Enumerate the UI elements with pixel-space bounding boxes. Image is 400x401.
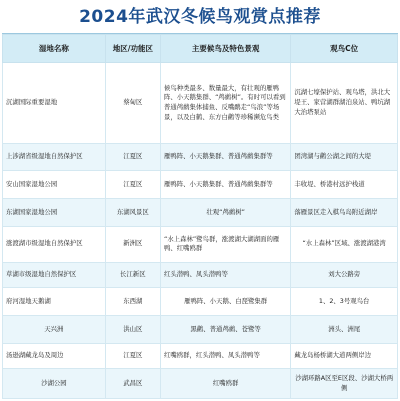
table-row [3,171,398,199]
wetland-name-cell: 沉湖国际重要湿地 [3,63,106,144]
spot-cell: 沉湖七壕保护站、观鸟塔，洪北大堤王、家营湖群湖泊泉站、鸭坑湖大治塔泵站 [291,63,398,144]
spot-cell: 1、2、3号观鸟台 [291,288,398,316]
header-birds-and-scenery: 主要候鸟及特色景观 [160,35,290,63]
district-cell: 东西湖 [105,288,160,316]
district-cell: 长江新区 [105,262,160,288]
feature-cell: 雁鸭阵、小天鹅集群、普通鸬鹚集群等 [160,171,290,199]
table-row [3,343,398,369]
wetland-name-cell: 天兴洲 [3,316,106,344]
table-row [3,199,398,227]
wetland-name-cell: 草湖市级湿地自然保护区 [3,262,106,288]
district-cell: 武昌区 [105,369,160,399]
district-cell: 东湖风景区 [105,199,160,227]
spot-cell: “水上森林”区域、涨渡湖港湾 [291,226,398,262]
spot-cell: 洲头、洲尾 [291,316,398,344]
wetland-name-cell: 安山国家湿地公园 [3,171,106,199]
feature-cell: “水上森林”鹭鸟群，涨渡湖大湖湖面的雁鸭、红嘴鸥群 [160,226,290,262]
feature-cell: 红头潜鸭、凤头潜鸭等 [160,262,290,288]
table-row [3,143,398,171]
wetland-name-cell: 上涉湖省级湿地自然保护区 [3,143,106,171]
spot-cell: 藏龙岛杨桥湖大道两侧岸边 [291,343,398,369]
feature-cell: 红嘴鸥群 [160,369,290,399]
district-cell: 蔡甸区 [105,63,160,144]
feature-cell: 雁鸭阵、小天鹅、白琵鹭集群 [160,288,290,316]
spot-cell: 沙湖环路A区至E区段、沙湖大桥两侧 [291,369,398,399]
spot-cell: 丰收堤、桥港村远护栈道 [291,171,398,199]
spot-cell: 落雁景区走入棋鸟岛附近湖岸 [291,199,398,227]
page-title: 2024年武汉冬候鸟观赏点推荐 [79,7,321,27]
feature-cell: 壮观“鸬鹚树” [160,199,290,227]
birdwatching-table [2,34,398,399]
wetland-name-cell: 汤逊湖藏龙岛及周边 [3,343,106,369]
table-row [3,288,398,316]
spot-cell: 刘大公路旁 [291,262,398,288]
wetland-name-cell: 沙湖公园 [3,369,106,399]
feature-cell: 红嘴鸥群，红头潜鸭、凤头潜鸭等 [160,343,290,369]
wetland-name-cell: 府河湿地天鹅湖 [3,288,106,316]
feature-cell: 雁鸭阵、小天鹅集群、普通鸬鹚集群等 [160,143,290,171]
district-cell: 江夏区 [105,171,160,199]
wetland-name-cell: 涨渡湖市级湿地自然保护区 [3,226,106,262]
header-wetland-name: 湿地名称 [3,35,106,63]
district-cell: 江夏区 [105,143,160,171]
table-header-row [3,35,398,63]
table-row [3,262,398,288]
table-row [3,63,398,144]
header-district: 地区/功能区 [105,35,160,63]
district-cell: 洪山区 [105,316,160,344]
table-row [3,226,398,262]
spot-cell: 团湾湖与鹳公湖之间的大堤 [291,143,398,171]
header-best-viewing-spot: 观鸟C位 [291,35,398,63]
feature-cell: 候鸟种类最多、数量最大，有壮观的雁鸭阵、小天鹅集群、“鸬鹚树”。有时可以看到普通鸬鹚集体捕鱼、反嘴鹬走“鸟浪”等场景，以及白鹤、东方白鹳等珍稀濒危鸟类 [160,63,290,144]
district-cell: 新洲区 [105,226,160,262]
table-row [3,316,398,344]
feature-cell: 黑鹳、普通鸬鹚、苍鹭等 [160,316,290,344]
wetland-name-cell: 东湖国家湿地公园 [3,199,106,227]
table-row [3,369,398,399]
district-cell: 江夏区 [105,343,160,369]
